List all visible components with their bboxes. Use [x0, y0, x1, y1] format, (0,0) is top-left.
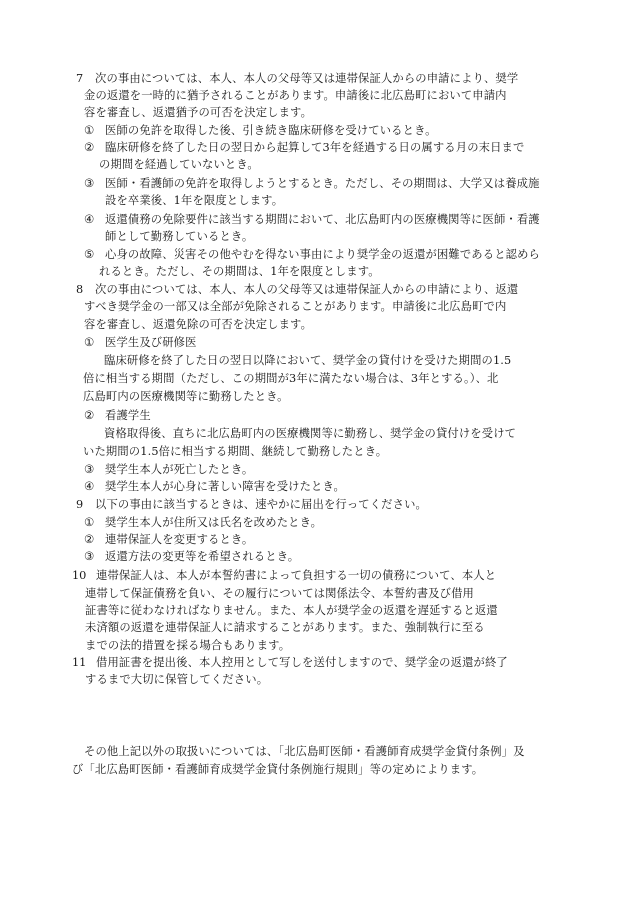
sub-item-title: 医学生及び研修医 [105, 336, 197, 349]
item-number: 10 [72, 569, 87, 582]
sub-item-text: 奨学生本人が住所又は氏名を改めたとき。 [105, 516, 323, 529]
sub-item-text: れるとき。ただし、その期間は、1年を限度とします。 [99, 265, 380, 278]
sub-item-mark: ③ [84, 463, 95, 476]
item-text-line: 連帯して保証債務を負い、その履行については関係法令、本誓約書及び借用 [85, 587, 474, 600]
footer-text-line: その他上記以外の取扱いについては、「北広島町医師・看護師育成奨学金貸付条例」及 [84, 745, 525, 758]
sub-item-mark: ④ [84, 480, 95, 493]
item-text-line: すべき奨学金の一部又は全部が免除されることがあります。申請後に北広島町で内 [84, 300, 507, 313]
sub-item-mark: ② [84, 533, 95, 546]
sub-item-text: 臨床研修を終了した日の翌日から起算して3年を経過する日の属する月の末日まで [105, 141, 525, 154]
sub-item-text: 奨学生本人が死亡したとき。 [105, 463, 254, 476]
item-text-line: 容を審査し、返還免除の可否を決定します。 [84, 318, 313, 331]
item-text-line: 連帯保証人は、本人が本誓約書によって負担する一切の債務について、本人と [96, 569, 497, 582]
sub-item-text: 臨床研修を終了した日の翌日以降において、奨学金の貸付けを受けた期間の1.5 [104, 354, 512, 367]
sub-item-mark: ④ [84, 213, 95, 226]
item-text-line: 次の事由については、本人、本人の父母等又は連帯保証人からの申請により、奨学 [95, 72, 519, 85]
item-number: 8 [76, 283, 84, 296]
sub-item-text: 医師・看護師の免許を取得しようとするとき。ただし、その期間は、大学又は養成施 [105, 177, 540, 190]
item-number: 9 [76, 498, 84, 511]
item-text-line: までの法的措置を採る場合もあります。 [85, 639, 291, 652]
sub-item-text: 設を卒業後、1年を限度とします。 [105, 194, 284, 207]
item-text-line: 証書等に従わなければなりません。また、本人が奨学金の返還を遅延すると返還 [85, 604, 498, 617]
item-text-line: 容を審査し、返還猶予の可否を決定します。 [84, 106, 313, 119]
item-text-line: するまで大切に保管してください。 [85, 673, 269, 686]
item-text-line: 次の事由については、本人、本人の父母等又は連帯保証人からの申請により、返還 [95, 283, 519, 296]
sub-item-mark: ① [84, 516, 95, 529]
sub-item-text: 返還方法の変更等を希望されるとき。 [105, 550, 300, 563]
sub-item-mark: ③ [84, 177, 95, 190]
sub-item-mark: ⑤ [84, 248, 95, 261]
sub-item-text: 広島町内の医療機関等に勤務したとき。 [83, 390, 289, 403]
sub-item-text: いた期間の1.5倍に相当する期間、継続して勤務したとき。 [83, 445, 388, 458]
sub-item-mark: ② [84, 141, 95, 154]
sub-item-mark: ① [84, 336, 95, 349]
sub-item-text: 医師の免許を取得した後、引き続き臨床研修を受けているとき。 [105, 124, 437, 137]
item-number: 7 [76, 72, 84, 85]
sub-item-mark: ③ [84, 550, 95, 563]
sub-item-mark: ② [84, 409, 95, 422]
item-text-line: 以下の事由に該当するときは、速やかに届出を行ってください。 [95, 498, 427, 511]
item-text-line: 金の返還を一時的に猶予されることがあります。申請後に北広島町において申請内 [84, 89, 507, 102]
item-number: 11 [72, 656, 87, 669]
item-text-line: 未済額の返還を連帯保証人に請求することがあります。また、強制執行に至る [85, 621, 485, 634]
sub-item-text: 倍に相当する期間（ただし、この期間が3年に満たない場合は、3年とする。）、北 [83, 372, 499, 385]
sub-item-text: の期間を経過していないとき。 [99, 158, 259, 171]
sub-item-text: 連帯保証人を変更するとき。 [105, 533, 254, 546]
sub-item-title: 看護学生 [105, 409, 151, 422]
sub-item-text: 資格取得後、直ちに北広島町内の医療機関等に勤務し、奨学金の貸付けを受けて [104, 427, 517, 440]
sub-item-mark: ① [84, 124, 95, 137]
sub-item-text: 師として勤務しているとき。 [105, 230, 254, 243]
sub-item-text: 心身の故障、災害その他やむを得ない事由により奨学金の返還が困難であると認めら [105, 248, 540, 261]
footer-text-line: び「北広島町医師・看護師育成奨学金貸付条例施行規則」等の定めによります。 [72, 763, 484, 776]
sub-item-text: 奨学生本人が心身に著しい障害を受けたとき。 [105, 480, 345, 493]
sub-item-text: 返還債務の免除要件に該当する期間において、北広島町内の医療機関等に医師・看護 [105, 213, 540, 226]
item-text-line: 借用証書を提出後、本人控用として写しを送付しますので、奨学金の返還が終了 [96, 656, 508, 669]
